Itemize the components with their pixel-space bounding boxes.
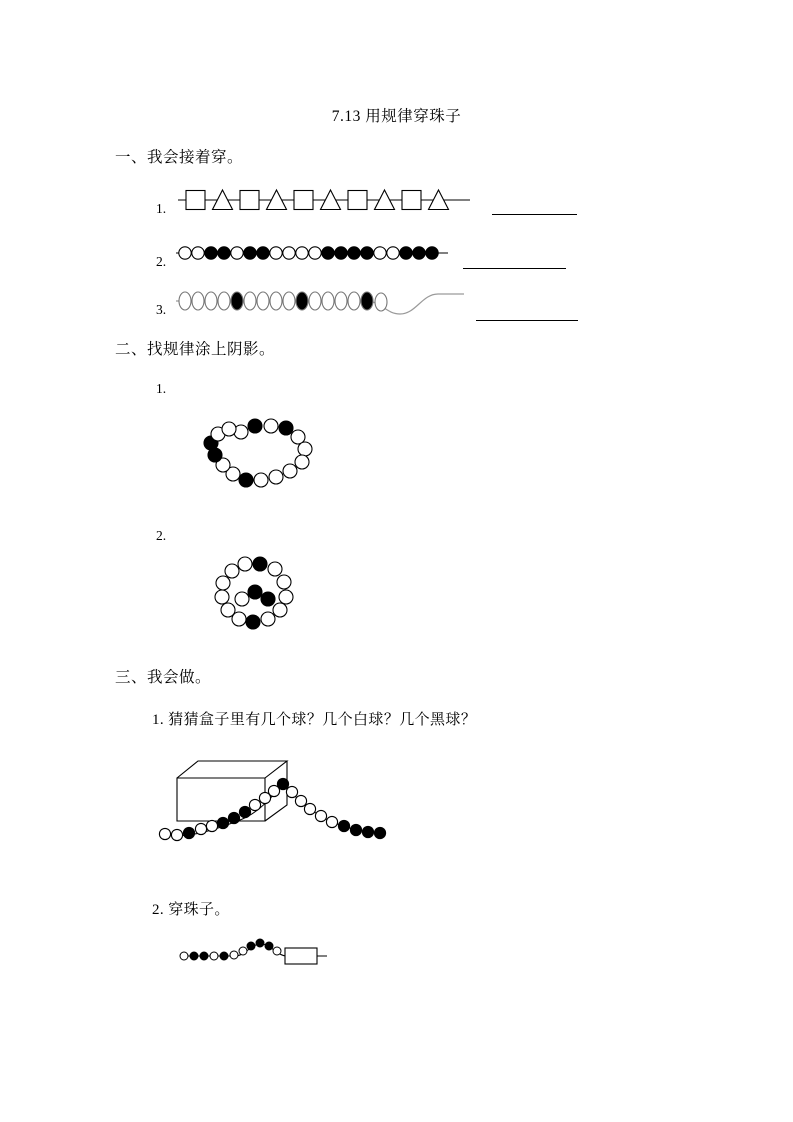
question-number-1-3: 3.: [156, 302, 167, 317]
question-number-3-2: 2.: [152, 902, 165, 918]
octagon-bead-ring[interactable]: [195, 552, 315, 647]
question-text-3-2: 穿珠子。: [168, 902, 230, 918]
question-number-1-2: 2.: [156, 254, 167, 269]
question-3-2-label: [152, 898, 230, 919]
answer-blank-1-2[interactable]: [463, 268, 566, 269]
question-number-3-1: 1.: [152, 712, 165, 728]
pattern-square-triangle-strip: [178, 180, 478, 220]
pattern-bead-strip-3: [176, 284, 476, 324]
answer-blank-1-1[interactable]: [492, 214, 577, 215]
question-number-1-1: 1.: [156, 201, 167, 216]
section-heading-1: 一、我会接着穿。: [115, 149, 244, 166]
section-heading-2: 二、找规律涂上阴影。: [115, 341, 276, 358]
answer-blank-1-3[interactable]: [476, 320, 578, 321]
bead-string-with-box[interactable]: [175, 930, 355, 980]
box-with-beads-illustration: [150, 748, 410, 858]
question-number-2-2: 2.: [156, 528, 167, 543]
question-number-2-1: 1.: [156, 381, 167, 396]
page-title: 7.13 用规律穿珠子: [331, 108, 462, 125]
question-text-3-1: 猜猜盒子里有几个球？几个白球？几个黑球？: [168, 712, 477, 728]
diamond-bead-ring[interactable]: [185, 412, 325, 507]
pattern-bead-strip-2: [176, 238, 456, 268]
section-heading-3: 三、我会做。: [115, 669, 212, 686]
question-3-1-label: [152, 708, 476, 729]
